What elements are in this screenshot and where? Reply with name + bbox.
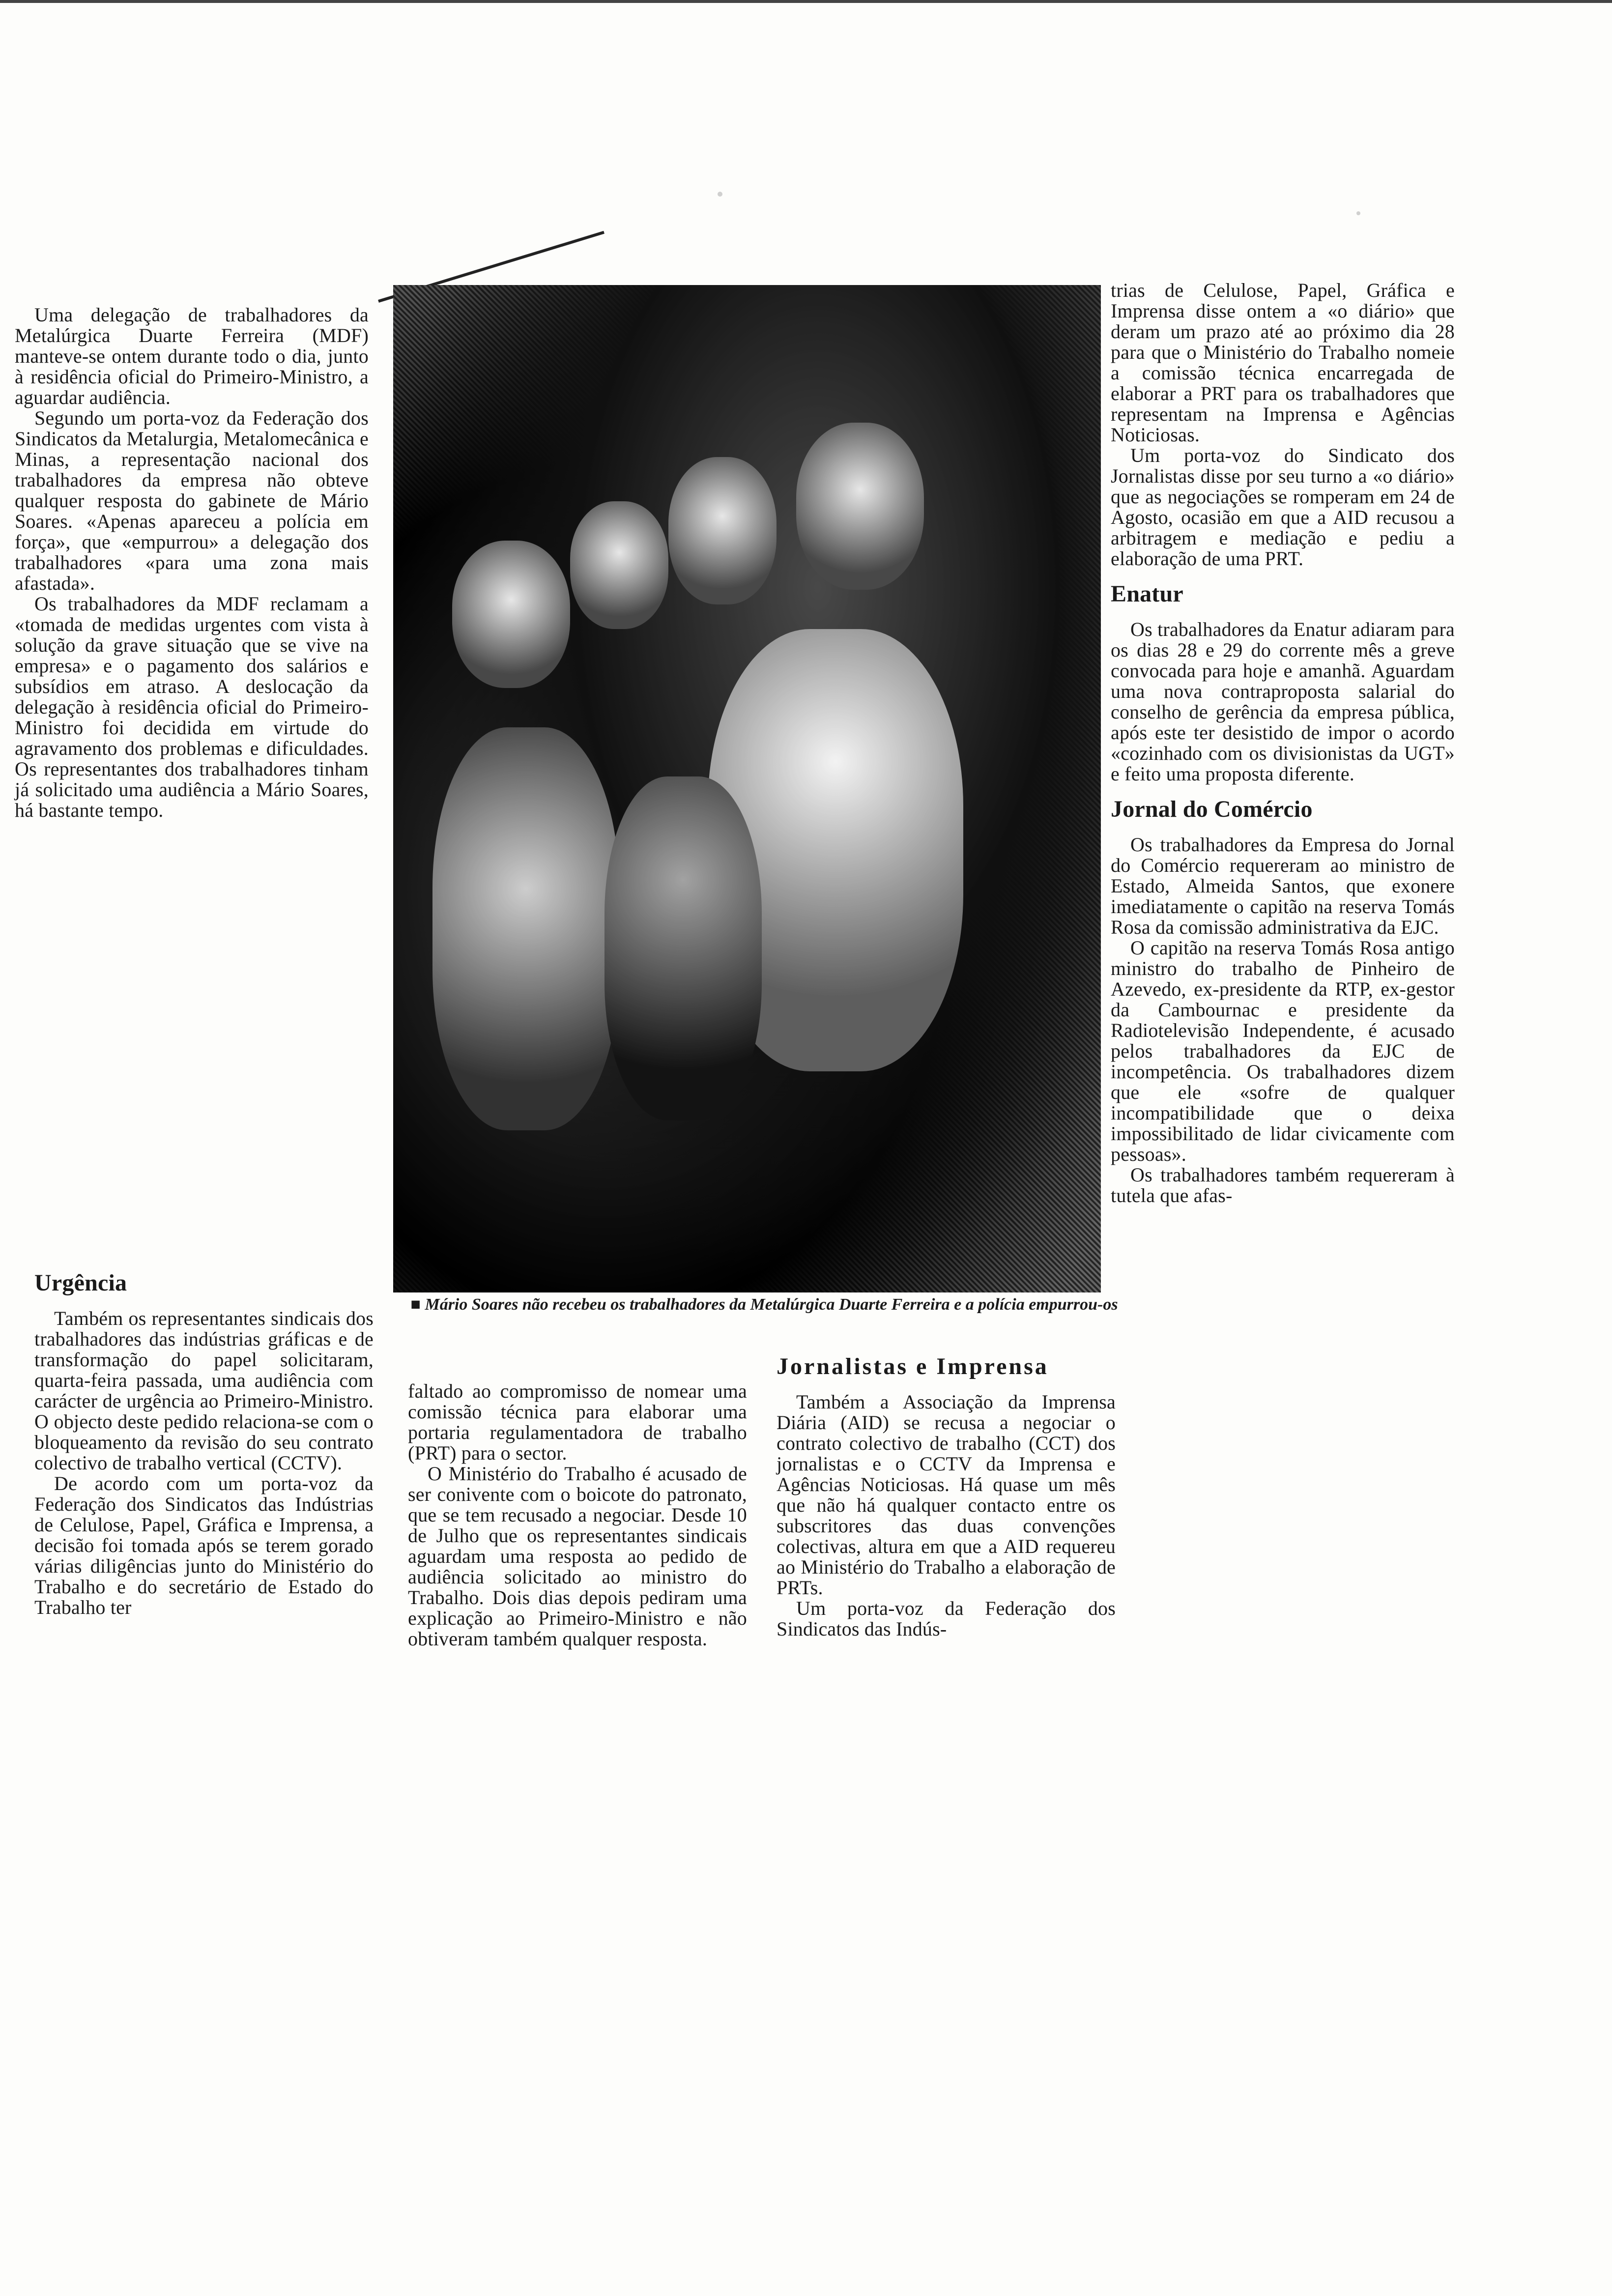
paragraph: Um porta-voz da Federação dos Sindicatos das Indús-	[777, 1597, 1116, 1640]
photo-caption: ■ Mário Soares não recebeu os trabalhadores da Metalúrgica Duarte Ferreira e a polícia empurrou-os	[410, 1295, 1118, 1314]
section-heading-enatur: Enatur	[1111, 581, 1183, 607]
top-border-line	[0, 0, 1612, 3]
scan-speck	[1356, 211, 1360, 215]
paragraph: Os trabalhadores da MDF reclamam a «tomada de medidas urgentes com vista à solução da grave situação que se vive na empresa» e o pagamento dos salários e subsídios em atraso. A deslocação da delegação à residência oficial do Primeiro-Ministro foi decidida em virtude do agravamento dos problemas e dificuldades. Os representantes dos trabalhadores tinham já solicitado uma audiência a Mário Soares, há bastante tempo.	[15, 593, 369, 821]
photo-figure	[570, 501, 668, 629]
paragraph: Também os representantes sindicais dos trabalhadores das indústrias gráficas e de transformação do papel solicitaram, quarta-feira passada, uma audiência com carácter de urgência ao Primeiro-Ministro. O objecto deste pedido relaciona-se com o bloqueamento da revisão do seu contrato colectivo de trabalho vertical (CCTV).	[34, 1307, 374, 1474]
article-left-upper	[15, 305, 369, 821]
paragraph: Uma delegação de trabalhadores da Metalúrgica Duarte Ferreira (MDF) manteve-se ontem durante todo o dia, junto à residência oficial do Primeiro-Ministro, a aguardar audiência.	[15, 304, 369, 408]
section-heading-urgencia: Urgência	[34, 1270, 127, 1296]
photo-figure	[452, 541, 570, 688]
paragraph: O Ministério do Trabalho é acusado de ser conivente com o boicote do patronato, que se tem recusado a negociar. Desde 10 de Julho que os representantes sindicais aguardam uma resposta ao pedido de audiência solicitado ao ministro do Trabalho. Dois dias depois pediram uma explicação ao Primeiro-Ministro e não obtiveram também qualquer resposta.	[408, 1463, 747, 1650]
paragraph: Também a Associação da Imprensa Diária (AID) se recusa a negociar o contrato colectivo de trabalho (CCT) dos jornalistas e o CCTV da Imprensa e Agências Noticiosas. Há quase um mês que não há qualquer contacto entre os subscritores das duas convenções colectivas, altura em que a AID requereu ao Ministério do Trabalho a elaboração de PRTs.	[777, 1391, 1116, 1599]
section-heading-jornal-do-comercio: Jornal do Comércio	[1111, 796, 1313, 822]
news-photo	[393, 285, 1101, 1292]
paragraph: O capitão na reserva Tomás Rosa antigo ministro do trabalho de Pinheiro de Azevedo, ex-presidente da RTP, ex-gestor da Cambournac e presidente da Radiotelevisão Independente, é acusado pelos trabalhadores da EJC de incompetência. Os trabalhadores dizem que ele «sofre de qualquer incompatibilidade que o deixa impossibilitado de lidar civicamente com pessoas».	[1111, 937, 1455, 1165]
article-middle-lower	[408, 1381, 747, 1649]
paragraph: Os trabalhadores da Empresa do Jornal do Comércio requereram ao ministro de Estado, Almeida Santos, que exonere imediatamente o capitão na reserva Tomás Rosa da comissão administrativa da EJC.	[1111, 833, 1455, 938]
article-jornalistas	[777, 1353, 1116, 1640]
paragraph: Os trabalhadores da Enatur adiaram para os dias 28 e 29 do corrente mês a greve convocada para hoje e amanhã. Aguardam uma nova contraproposta salarial do conselho de gerência da empresa pública, após este ter desistido de impor o acordo «cozinhado com os divisionistas da UGT» e feito uma proposta diferente.	[1111, 618, 1455, 785]
paragraph: trias de Celulose, Papel, Gráfica e Imprensa disse ontem a «o diário» que deram um prazo até ao próximo dia 28 para que o Ministério do Trabalho nomeie a comissão técnica encarregada de elaborar a PRT para os trabalhadores que representam na Imprensa e Agências Noticiosas.	[1111, 279, 1455, 446]
paragraph: Os trabalhadores também requereram à tutela que afas-	[1111, 1164, 1455, 1206]
photo-figure	[796, 423, 924, 590]
paragraph: faltado ao compromisso de nomear uma comissão técnica para elaborar uma portaria regulamentadora de trabalho (PRT) para o sector.	[408, 1380, 747, 1464]
paragraph: Um porta-voz do Sindicato dos Jornalistas disse por seu turno a «o diário» que as negociações se romperam em 24 de Agosto, ocasião em que a AID recusou a arbitragem e mediação e pediu a elaboração de uma PRT.	[1111, 444, 1455, 570]
paragraph: Segundo um porta-voz da Federação dos Sindicatos da Metalurgia, Metalomecânica e Minas, a representação nacional dos trabalhadores da empresa não obteve qualquer resposta do gabinete de Mário Soares. «Apenas apareceu a polícia em força», que «empurrou» a delegação dos trabalhadores «para uma zona mais afastada».	[15, 407, 369, 594]
paragraph: De acordo com um porta-voz da Federação dos Sindicatos das Indústrias de Celulose, Papel, Gráfica e Imprensa, a decisão foi tomada após se terem gorado várias diligências junto do Ministério do Trabalho e do secretário de Estado do Trabalho ter	[34, 1472, 374, 1618]
article-left-lower	[34, 1258, 374, 1618]
photo-figure	[604, 776, 762, 1120]
article-right	[1111, 280, 1455, 1206]
photo-figure	[668, 457, 777, 604]
scan-speck	[718, 192, 722, 197]
section-heading-jornalistas: Jornalistas e Imprensa	[777, 1353, 1049, 1379]
photo-figure	[432, 727, 619, 1130]
